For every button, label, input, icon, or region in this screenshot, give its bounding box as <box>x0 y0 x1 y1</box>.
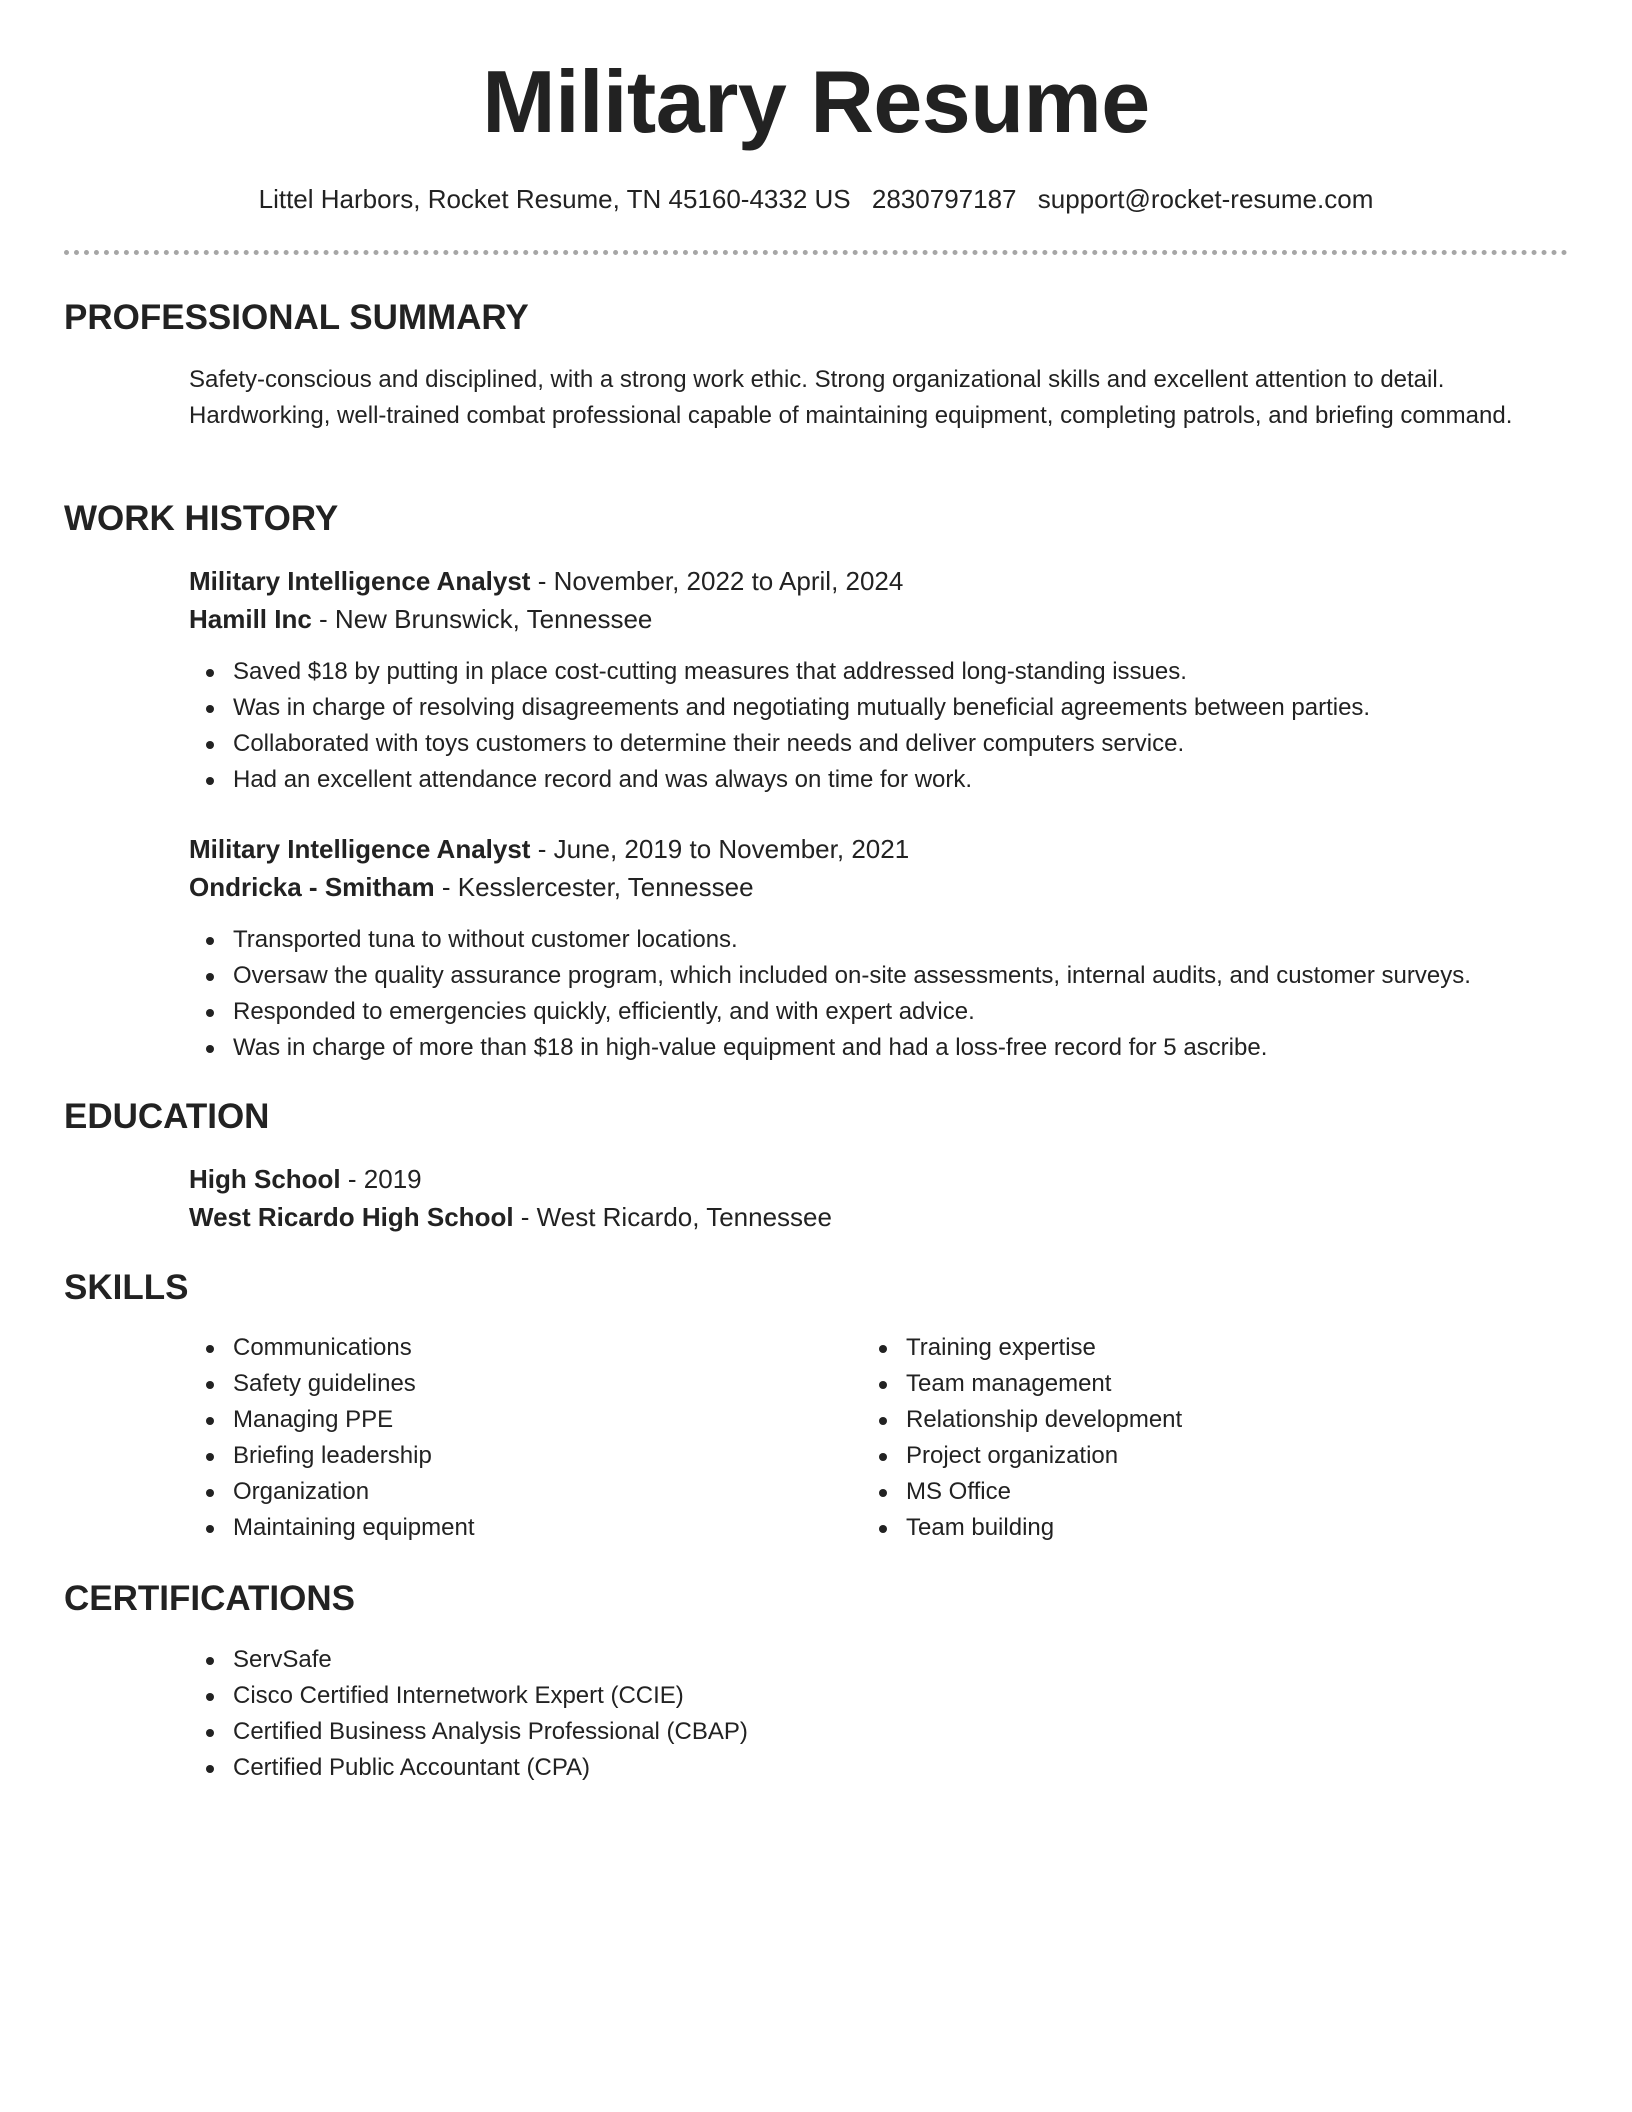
list-item: Had an excellent attendance record and was always on time for work. <box>189 762 1370 798</box>
job-2-location: - Kesslercester, Tennessee <box>434 872 754 902</box>
list-item: Certified Public Accountant (CPA) <box>189 1750 748 1786</box>
education-location: - West Ricardo, Tennessee <box>513 1202 832 1232</box>
list-item: Cisco Certified Internetwork Expert (CCIE) <box>189 1678 748 1714</box>
contact-phone: 2830797187 <box>871 184 1017 214</box>
list-item: Responded to emergencies quickly, efficiently, and with expert advice. <box>189 994 1471 1030</box>
list-item: Safety guidelines <box>189 1366 475 1402</box>
list-item: Was in charge of resolving disagreements and negotiating mutually beneficial agreements between parties. <box>189 690 1370 726</box>
job-1-location: - New Brunswick, Tennessee <box>311 604 653 634</box>
job-2-bullets <box>189 922 1471 1066</box>
education-degree: High School <box>189 1164 341 1194</box>
job-1-title: Military Intelligence Analyst <box>189 566 531 596</box>
list-item: Organization <box>189 1474 475 1510</box>
header-divider <box>64 250 1568 255</box>
list-item: ServSafe <box>189 1642 748 1678</box>
job-2-dates: - June, 2019 to November, 2021 <box>530 834 910 864</box>
skills-heading: SKILLS <box>64 1268 189 1307</box>
job-2-company: Ondricka - Smitham <box>189 872 435 902</box>
certifications-list <box>189 1642 748 1786</box>
job-2-title-line <box>189 831 909 867</box>
contact-email: support@rocket-resume.com <box>1037 184 1374 214</box>
skills-right-list <box>862 1330 1182 1546</box>
job-2-company-line <box>189 869 754 905</box>
list-item: Was in charge of more than $18 in high-value equipment and had a loss-free record for 5 ascribe. <box>189 1030 1471 1066</box>
list-item: Maintaining equipment <box>189 1510 475 1546</box>
list-item: Project organization <box>862 1438 1182 1474</box>
contact-address: Littel Harbors, Rocket Resume, TN 45160-4332 US <box>258 184 851 214</box>
certifications-heading: CERTIFICATIONS <box>64 1579 356 1618</box>
list-item: Collaborated with toys customers to determine their needs and deliver computers service. <box>189 726 1370 762</box>
list-item: Training expertise <box>862 1330 1182 1366</box>
list-item: Briefing leadership <box>189 1438 475 1474</box>
list-item: Communications <box>189 1330 475 1366</box>
job-1-dates: - November, 2022 to April, 2024 <box>530 566 904 596</box>
contact-line <box>0 183 1632 215</box>
list-item: Saved $18 by putting in place cost-cutting measures that addressed long-standing issues. <box>189 654 1370 690</box>
summary-text: Safety-conscious and disciplined, with a strong work ethic. Strong organizational skills and excellent attention to detail. Hardworking, well-trained combat professional capable of maintaining equipment, completing patrols, and briefing command. <box>189 366 1513 429</box>
job-1-company: Hamill Inc <box>189 604 312 634</box>
job-1-company-line <box>189 601 652 637</box>
education-school-line <box>189 1199 832 1235</box>
list-item: Team building <box>862 1510 1182 1546</box>
job-1-title-line <box>189 563 903 599</box>
list-item: Oversaw the quality assurance program, which included on-site assessments, internal audits, and customer surveys. <box>189 958 1471 994</box>
education-school: West Ricardo High School <box>189 1202 514 1232</box>
list-item: Relationship development <box>862 1402 1182 1438</box>
education-year: - 2019 <box>340 1164 422 1194</box>
work-history-heading: WORK HISTORY <box>64 499 339 538</box>
job-2-title: Military Intelligence Analyst <box>189 834 531 864</box>
list-item: Transported tuna to without customer locations. <box>189 922 1471 958</box>
summary-heading: PROFESSIONAL SUMMARY <box>64 298 529 337</box>
job-1-bullets <box>189 654 1370 798</box>
education-heading: EDUCATION <box>64 1097 270 1136</box>
list-item: Team management <box>862 1366 1182 1402</box>
skills-left-list <box>189 1330 475 1546</box>
list-item: Managing PPE <box>189 1402 475 1438</box>
list-item: MS Office <box>862 1474 1182 1510</box>
resume-name: Military Resume <box>482 52 1150 151</box>
education-degree-line <box>189 1161 422 1197</box>
list-item: Certified Business Analysis Professional (CBAP) <box>189 1714 748 1750</box>
